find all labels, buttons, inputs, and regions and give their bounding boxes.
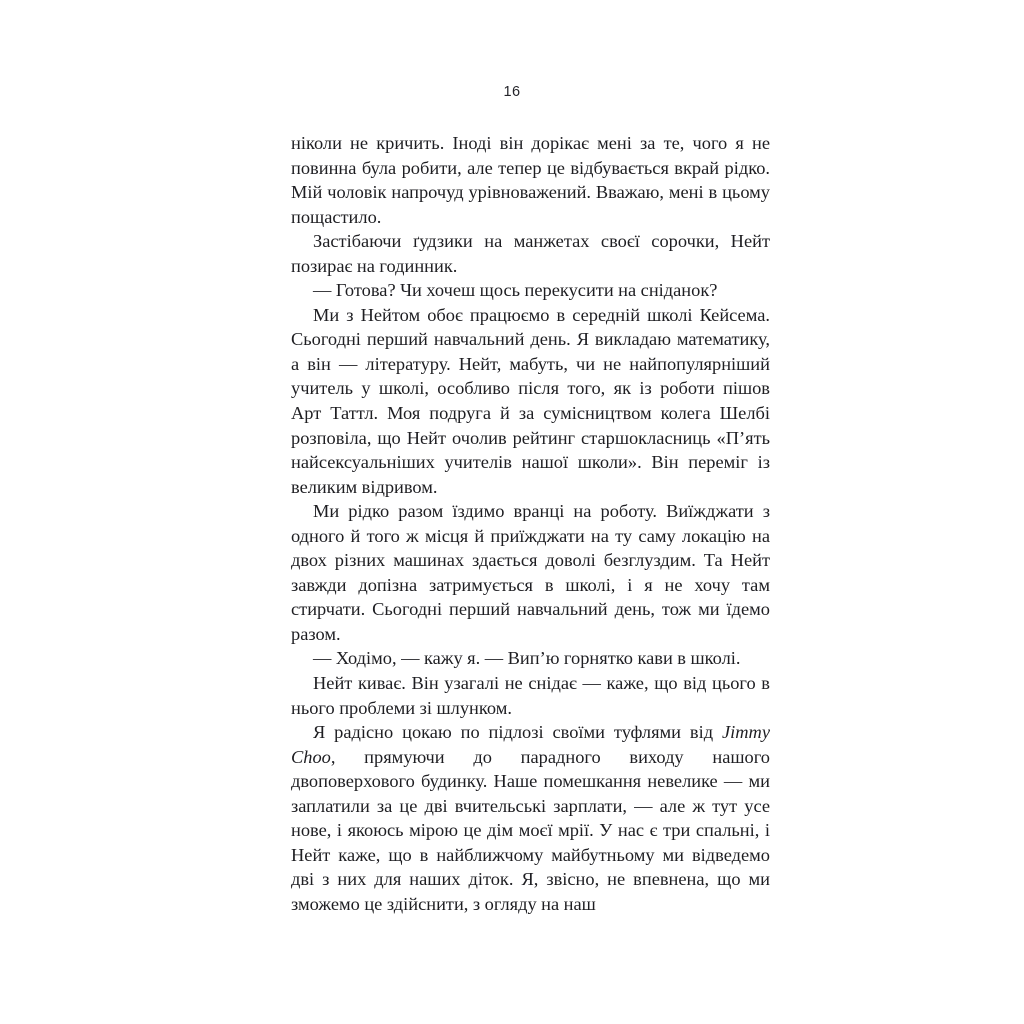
paragraph: ніколи не кричить. Іноді він дорікає мені за те, чого я не повинна була робити, але тепер це відбувається вкрай рідко. Мій чоловік напрочуд урівноважений. Вважаю, мені в цьому пощастило. xyxy=(291,133,770,227)
page-text-block xyxy=(291,131,770,917)
paragraph-dialogue: — Ходімо, — кажу я. — Вип’ю горнятко кави в школі. xyxy=(313,648,741,669)
paragraph-dialogue: — Готова? Чи хочеш щось перекусити на сніданок? xyxy=(313,280,718,301)
paragraph: Нейт киває. Він узагалі не снідає — каже, що від цього в нього проблеми зі шлунком. xyxy=(291,673,770,718)
brand-name-italic: Jimmy Choo xyxy=(291,722,770,767)
paragraph: Застібаючи ґудзики на манжетах своєї сорочки, Нейт позирає на годинник. xyxy=(291,231,770,276)
page-number: 16 xyxy=(503,84,521,100)
paragraph: Ми з Нейтом обоє працюємо в середній школі Кейсема. Сьогодні перший навчальний день. Я викладаю математику, а він — літературу. Нейт, мабуть, чи не найпопулярніший учитель у школі, особливо після того, як із роботи пішов Арт Таттл. Моя подруга й за сумісництвом колега Шелбі розповіла, що Нейт очолив рейтинг старшокласниць «П’ять найсексуальніших учителів нашої школи». Він переміг із великим відривом. xyxy=(291,304,770,497)
paragraph: Ми рідко разом їздимо вранці на роботу. Виїжджати з одного й того ж місця й приїжджати на ту саму локацію на двох різних машинах здається доволі безглуздим. Та Нейт завжди допізна затримується в школі, і я не хочу там стирчати. Сьогодні перший навчальний день, тож ми їдемо разом. xyxy=(291,501,770,644)
paragraph-with-italic-brand: Я радісно цокаю по підлозі своїми туфлями від Jimmy Choo, прямуючи до парадного виходу нашого двоповерхового будинку. Наше помешкання невелике — ми заплатили за це дві вчительські зарплати, — але ж тут усе нове, і якоюсь мірою це дім моєї мрії. У нас є три спальні, і Нейт каже, що в найближчому майбутньому ми відведемо дві з них для наших діток. Я, звісно, не впевнена, що ми зможемо це здійснити, з огляду на наш xyxy=(291,722,770,914)
